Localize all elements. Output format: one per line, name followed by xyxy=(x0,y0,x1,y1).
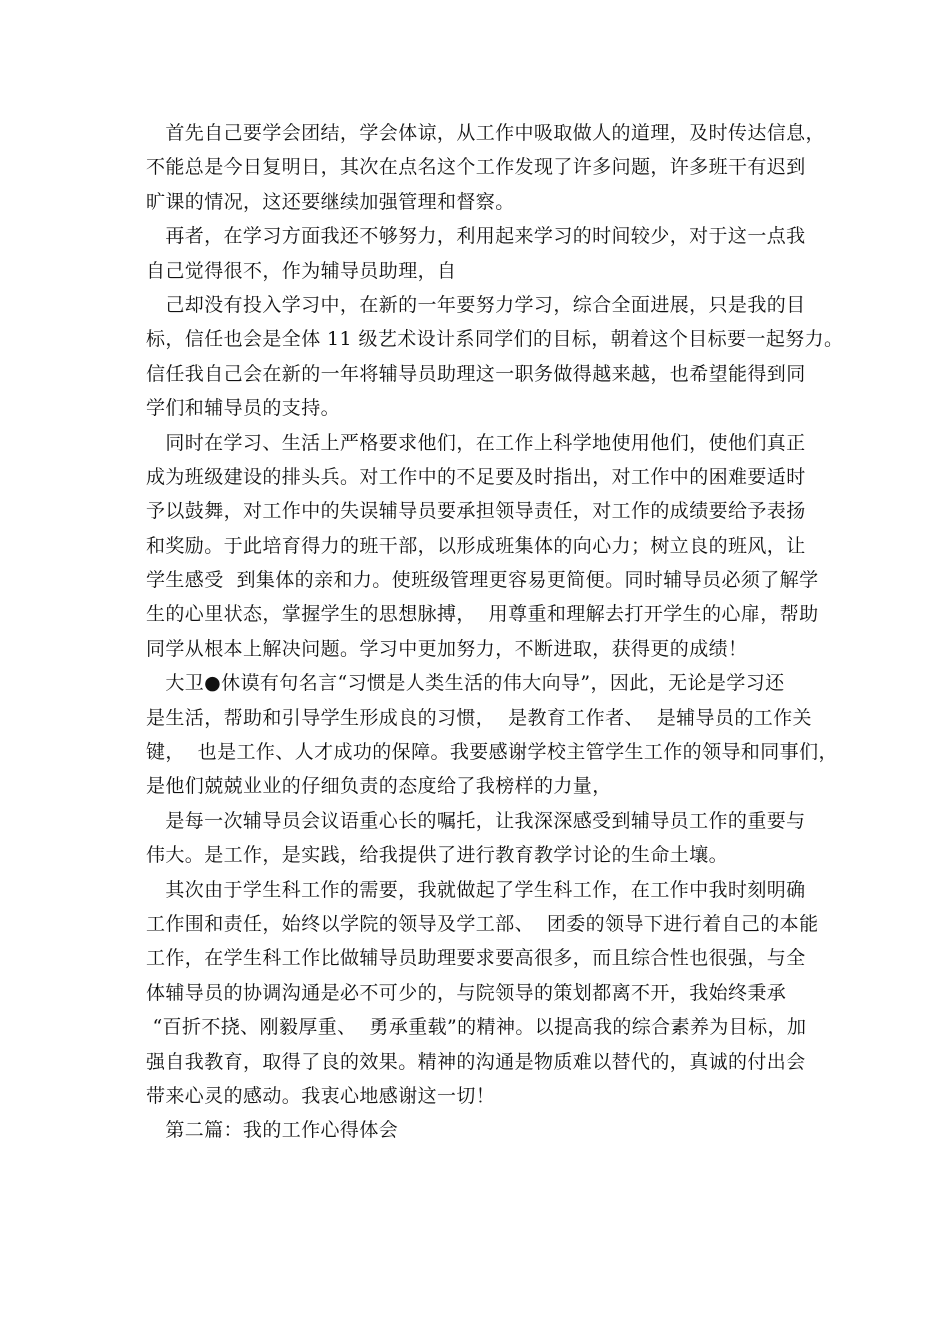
text-line: 带来心灵的感动。我衷心地感谢这一切！ xyxy=(146,1084,496,1107)
text-line: 是每一次辅导员会议语重心长的嘱托，让我深深感受到辅导员工作的重要与 xyxy=(146,809,806,832)
text-line: 学们和辅导员的支持。 xyxy=(146,397,341,420)
text-line: 工作，在学生科工作比做辅导员助理要求要高很多，而且综合性也很强，与全 xyxy=(146,947,806,970)
text-line: 不能总是今日复明日，其次在点名这个工作发现了许多问题，许多班干有迟到 xyxy=(146,156,806,179)
text-line: 标，信任也会是全体 11 级艺术设计系同学们的目标，朝着这个目标要一起努力。 xyxy=(146,328,844,351)
text-line: 己却没有投入学习中，在新的一年要努力学习，综合全面进展，只是我的目 xyxy=(146,293,806,316)
text-line: 首先自己要学会团结，学会体谅，从工作中吸取做人的道理，及时传达信息， xyxy=(146,122,825,144)
text-line: 工作围和责任，始终以学院的领导及学工部、 团委的领导下进行着自己的本能 xyxy=(146,912,819,935)
text-line: 伟大。是工作，是实践，给我提供了进行教育教学讨论的生命土壤。 xyxy=(146,844,729,867)
text-line: 学生感受 到集体的亲和力。使班级管理更容易更简便。同时辅导员必须了解学 xyxy=(146,569,819,592)
text-line: 同时在学习、生活上严格要求他们，在工作上科学地使用他们，使他们真正 xyxy=(146,431,806,454)
text-line: 同学从根本上解决问题。学习中更加努力，不断进取，获得更的成绩！ xyxy=(146,637,748,660)
text-line: 强自我教育，取得了良的效果。精神的沟通是物质难以替代的，真诚的付出会 xyxy=(146,1050,806,1073)
text-line: 和奖励。于此培育得力的班干部，以形成班集体的向心力；树立良的班风，让 xyxy=(146,534,806,557)
text-line: 旷课的情况，这还要继续加强管理和督察。 xyxy=(146,190,515,213)
body-text xyxy=(146,116,844,1148)
text-line: 生的心里状态，掌握学生的思想脉搏， 用尊重和理解去打开学生的心扉，帮助 xyxy=(146,603,819,626)
text-line: 是生活，帮助和引导学生形成良的习惯， 是教育工作者、 是辅导员的工作关 xyxy=(146,706,812,729)
text-line: 体辅导员的协调沟通是必不可少的，与院领导的策划都离不开，我始终秉承 xyxy=(146,981,787,1004)
text-line: 成为班级建设的排头兵。对工作中的不足要及时指出，对工作中的困难要适时 xyxy=(146,465,806,488)
text-line: 再者，在学习方面我还不够努力，利用起来学习的时间较少，对于这一点我 xyxy=(146,225,806,248)
text-line: “百折不挠、刚毅厚重、 勇承重载”的精神。以提高我的综合素养为目标，加 xyxy=(146,1016,807,1039)
text-line: 大卫●休谟有句名言“习惯是人类生活的伟大向导”，因此，无论是学习还 xyxy=(146,672,785,695)
text-line: 键， 也是工作、人才成功的保障。我要感谢学校主管学生工作的领导和同事们， xyxy=(146,741,838,764)
text-line: 信任我自己会在新的一年将辅导员助理这一职务做得越来越，也希望能得到同 xyxy=(146,362,806,385)
text-line: 自己觉得很不，作为辅导员助理，自 xyxy=(146,259,457,282)
text-line: 是他们兢兢业业的仔细负责的态度给了我榜样的力量， xyxy=(146,775,612,798)
text-line: 第二篇：我的工作心得体会 xyxy=(146,1119,399,1142)
text-line: 其次由于学生科工作的需要，我就做起了学生科工作，在工作中我时刻明确 xyxy=(146,878,806,901)
text-line: 予以鼓舞，对工作中的失误辅导员要承担领导责任，对工作的成绩要给予表扬 xyxy=(146,500,806,523)
